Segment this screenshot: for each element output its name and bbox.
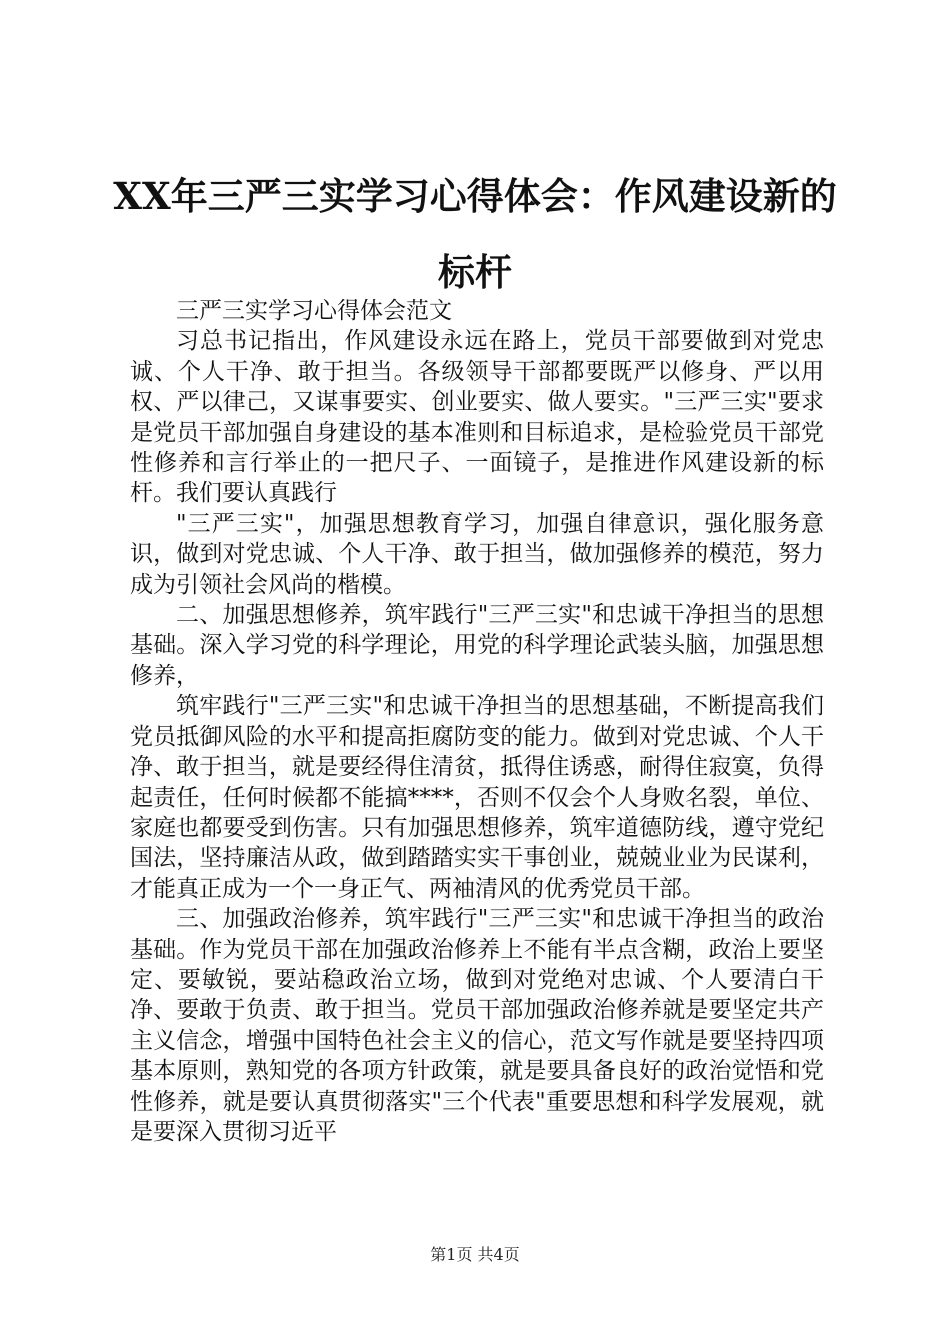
document-title: XX年三严三实学习心得体会：作风建设新的标杆 — [113, 174, 837, 294]
paragraph: 三、加强政治修养，筑牢践行"三严三实"和忠诚干净担当的政治基础。作为党员干部在加强政治修养上不能有半点含糊，政治上要坚定、要敏锐，要站稳政治立场，做到对党绝对忠诚、个人要清白干净、要敢于负责、敢于担当。党员干部加强政治修养就是要坚定共产主义信念，增强中国特色社会主义的信心，范文写作就是要坚持四项基本原则，熟知党的各项方针政策，就是要具备良好的政治觉悟和党性修养，就是要认真贯彻落实"三个代表"重要思想和科学发展观，就是要深入贯彻习近平 — [130, 906, 824, 1145]
document-body — [130, 296, 824, 1147]
paragraph: 筑牢践行"三严三实"和忠诚干净担当的思想基础，不断提高我们党员抵御风险的水平和提高拒腐防变的能力。做到对党忠诚、个人干净、敢于担当，就是要经得住清贫，抵得住诱惑，耐得住寂寞，负得起责任，任何时候都不能搞****，否则不仅会个人身败名裂，单位、家庭也都要受到伤害。只有加强思想修养，筑牢道德防线，遵守党纪国法，坚持廉洁从政，做到踏踏实实干事创业，兢兢业业为民谋利，才能真正成为一个一身正气、两袖清风的优秀党员干部。 — [130, 693, 824, 902]
paragraph: 习总书记指出，作风建设永远在路上，党员干部要做到对党忠诚、个人干净、敢于担当。各级领导干部都要既严以修身、严以用权、严以律己，又谋事要实、创业要实、做人要实。"三严三实"要求是党员干部加强自身建设的基本准则和目标追求，是检验党员干部党性修养和言行举止的一把尺子、一面镜子，是推进作风建设新的标杆。我们要认真践行 — [130, 328, 824, 507]
page-number-footer: 第1页 共4页 — [430, 1245, 520, 1264]
paragraph-subtitle: 三严三实学习心得体会范文 — [176, 298, 452, 324]
paragraph: 二、加强思想修养，筑牢践行"三严三实"和忠诚干净担当的思想基础。深入学习党的科学理论，用党的科学理论武装头脑，加强思想修养， — [130, 602, 824, 689]
paragraph: "三严三实"，加强思想教育学习，加强自律意识，强化服务意识，做到对党忠诚、个人干净、敢于担当，做加强修养的模范，努力成为引领社会风尚的楷模。 — [130, 510, 824, 598]
